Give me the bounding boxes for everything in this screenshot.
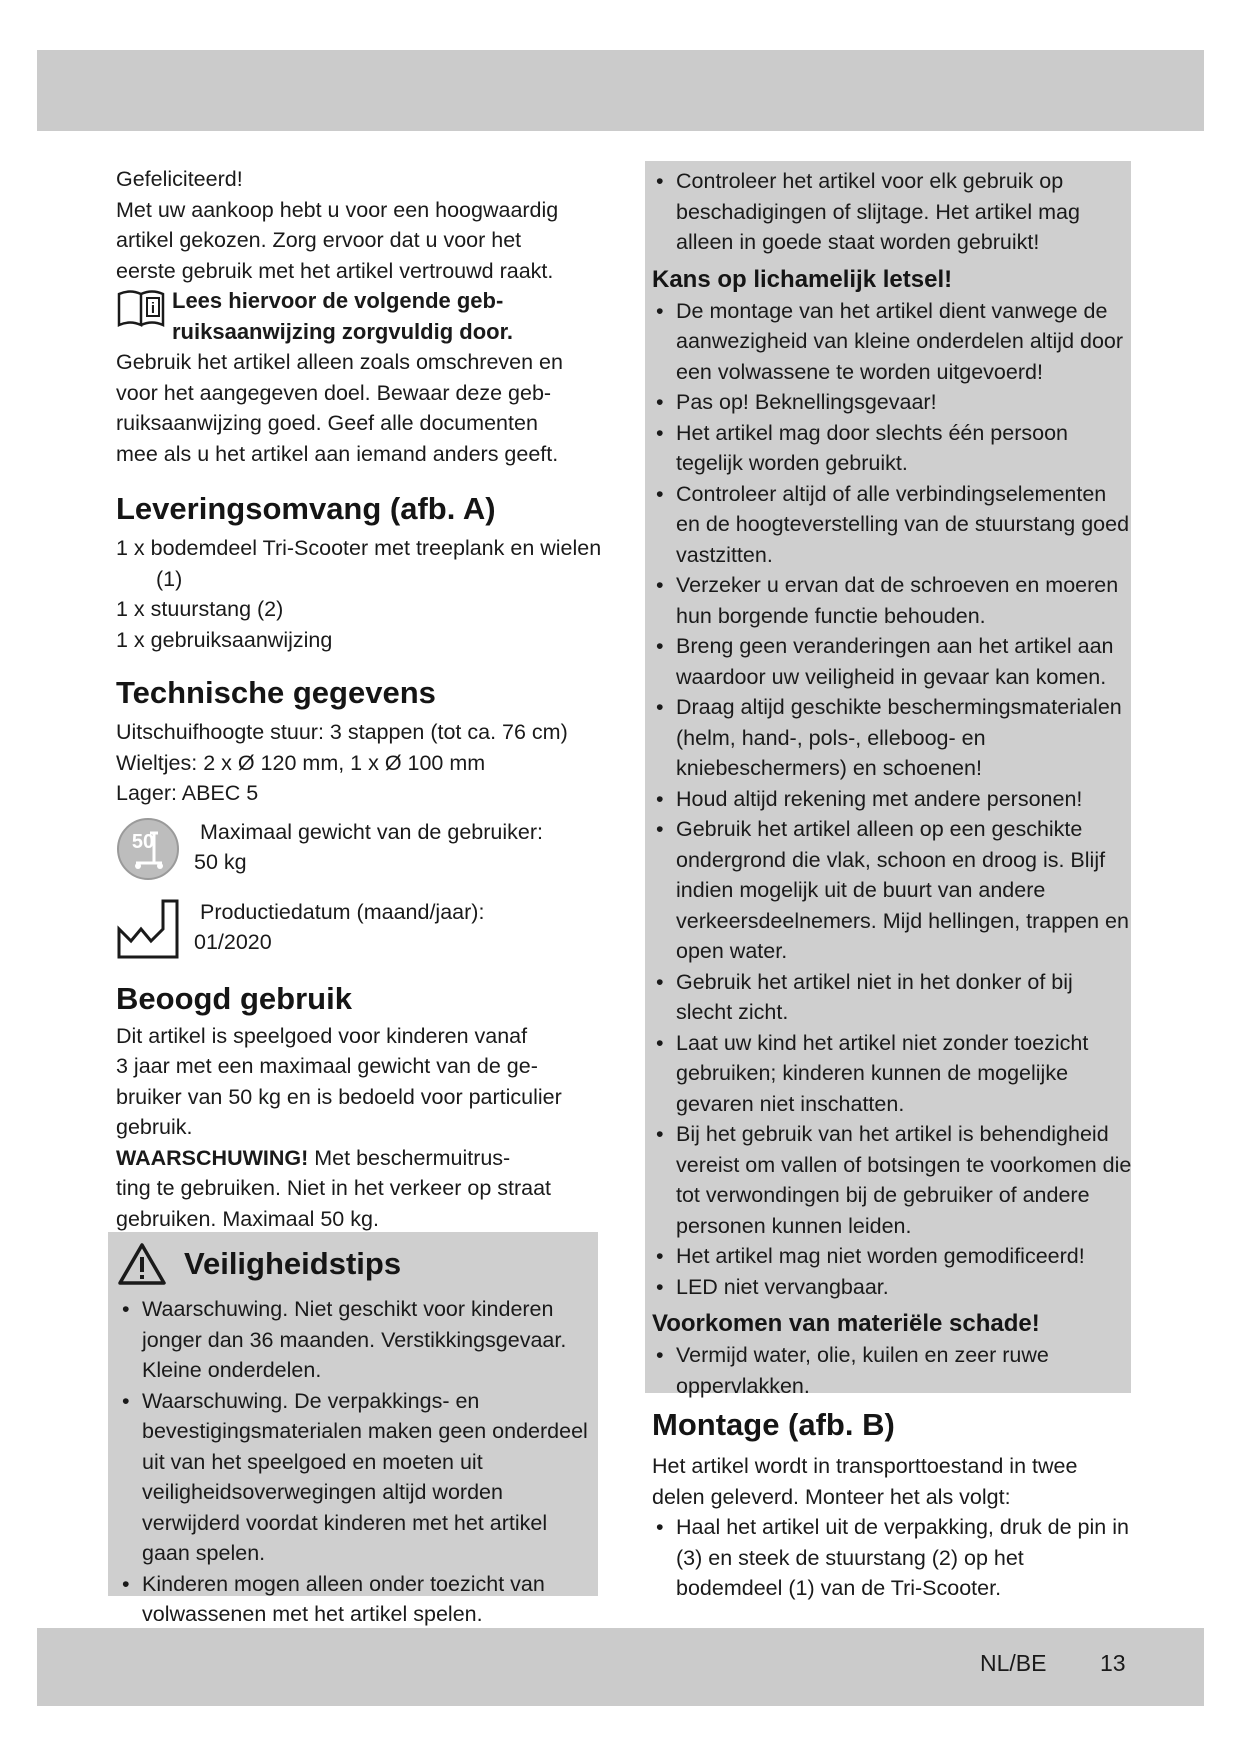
warning-line: ting te gebruiken. Niet in het verkeer op straat xyxy=(116,1176,552,1200)
factory-icon xyxy=(116,897,180,961)
intro-line: voor het aangegeven doel. Bewaar deze geb- xyxy=(116,380,552,405)
safety-item: • Kinderen mogen alleen onder toezicht van volwassenen met het artikel spelen. xyxy=(118,1569,596,1630)
injury-title: Kans op lichamelijk letsel! xyxy=(652,265,953,293)
max-weight-label: Maximaal gewicht van de gebruiker: xyxy=(200,819,543,844)
injury-item: • Het artikel mag door slechts één persoon tegelijk worden gebruikt. xyxy=(652,418,1132,479)
assembly-line: Het artikel wordt in transporttoestand in twee xyxy=(652,1454,1078,1478)
read-manual-line: Lees hiervoor de volgende geb- xyxy=(172,288,504,313)
injury-item: • Houd altijd rekening met andere personen! xyxy=(652,784,1132,815)
assembly-title: Montage (afb. B) xyxy=(652,1407,895,1442)
injury-item: • LED niet vervangbaar. xyxy=(652,1272,1132,1303)
safety-header xyxy=(118,1240,596,1294)
weight-icon-number: 50 xyxy=(131,830,155,853)
safety-title: Veiligheidstips xyxy=(184,1246,402,1281)
intended-use-title: Beoogd gebruik xyxy=(116,980,352,1016)
injury-item: • Gebruik het artikel alleen op een geschikte ondergrond die vlak, schoon en droog is. Blijf indien mogelijk uit de buurt van andere verkeersdeelnemers. Mijd hellingen, trappen en open water. xyxy=(652,814,1132,967)
intended-line: gebruik. xyxy=(116,1115,193,1139)
assembly-line: delen geleverd. Monteer het als volgt: xyxy=(652,1484,1011,1509)
safety-list xyxy=(118,1294,596,1630)
technical-title: Technische gegevens xyxy=(116,675,436,710)
injury-item: • Gebruik het artikel niet in het donker of bij slecht zicht. xyxy=(652,967,1132,1028)
technical-line: Uitschuifhoogte stuur: 3 stappen (tot ca. 76 cm) xyxy=(116,720,568,744)
injury-item: • Laat uw kind het artikel niet zonder toezicht gebruiken; kinderen kunnen de mogelijke gevaren niet inschatten. xyxy=(652,1028,1132,1120)
left-column xyxy=(116,164,606,1234)
safety-tips xyxy=(118,1240,596,1630)
warning-line xyxy=(116,1143,606,1174)
page-number: 13 xyxy=(1100,1650,1126,1676)
injury-item: • Controleer altijd of alle verbindingselementen en de hoogteverstelling van de stuurstang goed vastzitten. xyxy=(652,479,1132,571)
delivery-title: Leveringsomvang (afb. A) xyxy=(116,491,496,526)
safety-item: • Waarschuwing. Niet geschikt voor kinderen jonger dan 36 maanden. Verstikkingsgevaar. Kleine onderdelen. xyxy=(118,1294,596,1386)
injury-item: • Verzeker u ervan dat de schroeven en moeren hun borgende functie behouden. xyxy=(652,570,1132,631)
delivery-item: 1 x stuurstang (2) xyxy=(116,597,284,621)
damage-list xyxy=(652,1340,1132,1401)
injury-item: • Pas op! Beknellingsgevaar! xyxy=(652,387,1132,418)
assembly-section xyxy=(652,1405,1132,1604)
production-date-value: 01/2020 xyxy=(194,930,272,954)
warning-line: gebruiken. Maximaal 50 kg. xyxy=(116,1206,379,1231)
max-weight-value: 50 kg xyxy=(194,850,247,874)
technical-line: Wieltjes: 2 x Ø 120 mm, 1 x Ø 100 mm xyxy=(116,750,486,775)
intro-line: Met uw aankoop hebt u voor een hoogwaardig xyxy=(116,197,559,222)
intro-line: ruiksaanwijzing goed. Geef alle documenten xyxy=(116,411,538,435)
production-date-row xyxy=(116,897,606,963)
intro-line: eerste gebruik met het artikel vertrouwd raakt. xyxy=(116,258,554,283)
injury-item: • Bij het gebruik van het artikel is behendigheid vereist om vallen of botsingen te voorkomen die tot verwondingen bij de gebruiker of andere personen kunnen leiden. xyxy=(652,1119,1132,1241)
warning-label: WAARSCHUWING! xyxy=(116,1145,309,1170)
check-item: • Controleer het artikel voor elk gebruik op beschadigingen of slijtage. Het artikel mag alleen in goede staat worden gebruikt! xyxy=(652,166,1132,258)
injury-item: • De montage van het artikel dient vanwege de aanwezigheid van kleine onderdelen altijd door een volwassene te worden uitgevoerd! xyxy=(652,296,1132,388)
intended-line: Dit artikel is speelgoed voor kinderen vanaf xyxy=(116,1023,528,1048)
intro-line: artikel gekozen. Zorg ervoor dat u voor het xyxy=(116,228,522,252)
assembly-list xyxy=(652,1512,1132,1604)
delivery-item: 1 x bodemdeel Tri-Scooter met treeplank en wielen (1) xyxy=(116,536,602,591)
injury-list xyxy=(652,296,1132,1303)
assembly-item: • Haal het artikel uit de verpakking, druk de pin in (3) en steek de stuurstang (2) op het bodemdeel (1) van de Tri-Scooter. xyxy=(652,1512,1132,1604)
intro-line: Gefeliciteerd! xyxy=(116,167,243,191)
max-weight-icon xyxy=(116,817,180,881)
svg-text:i: i xyxy=(150,300,156,317)
injury-item: • Het artikel mag niet worden gemodificeerd! xyxy=(652,1241,1132,1272)
intro-line: Gebruik het artikel alleen zoals omschreven en xyxy=(116,350,563,374)
warning-text: Met beschermuitrus- xyxy=(308,1145,511,1170)
intro-line: mee als u het artikel aan iemand anders geeft. xyxy=(116,441,559,466)
warning-triangle-icon xyxy=(118,1242,166,1286)
max-weight-row xyxy=(116,817,606,883)
damage-title: Voorkomen van materiële schade! xyxy=(652,1310,1040,1337)
injury-item: • Breng geen veranderingen aan het artikel aan waardoor uw veiligheid in gevaar kan komen. xyxy=(652,631,1132,692)
delivery-item: 1 x gebruiksaanwijzing xyxy=(116,627,333,652)
read-manual-note xyxy=(116,286,606,347)
injury-item: • Draag altijd geschikte beschermingsmaterialen (helm, hand-, pols-, elleboog- en kniebeschermers) en schoenen! xyxy=(652,692,1132,784)
intended-line: bruiker van 50 kg en is bedoeld voor particulier xyxy=(116,1084,562,1109)
technical-line: Lager: ABEC 5 xyxy=(116,781,259,805)
footer-language: NL/BE xyxy=(980,1650,1047,1676)
production-date-label: Productiedatum (maand/jaar): xyxy=(200,899,485,924)
damage-item: • Vermijd water, olie, kuilen en zeer ruwe oppervlakken. xyxy=(652,1340,1132,1401)
read-manual-icon xyxy=(116,288,166,328)
right-column xyxy=(652,166,1132,1401)
safety-item: • Waarschuwing. De verpakkings- en bevestigingsmaterialen maken geen onderdeel uit van het speelgoed en moeten uit veiligheidsoverwegingen altijd worden verwijderd voordat kinderen met het artikel gaan spelen. xyxy=(118,1386,596,1569)
header-bar xyxy=(37,50,1204,131)
intended-line: 3 jaar met een maximaal gewicht van de ge- xyxy=(116,1054,538,1078)
check-list xyxy=(652,166,1132,258)
read-manual-line: ruiksaanwijzing zorgvuldig door. xyxy=(172,318,514,344)
